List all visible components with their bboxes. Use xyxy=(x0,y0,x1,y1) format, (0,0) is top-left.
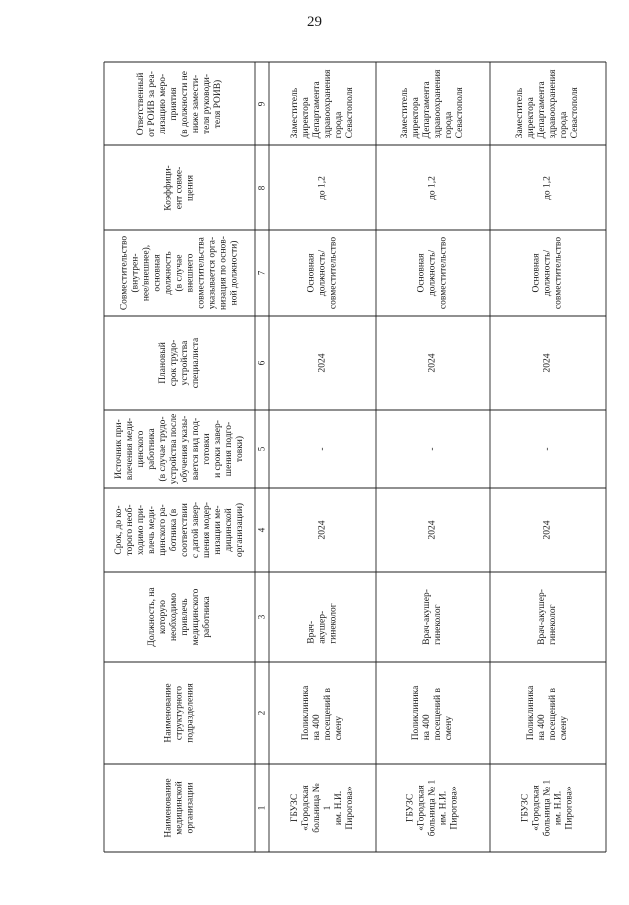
header-cell-3-text: Должность, на которую необходимо привлечь медицинского работника xyxy=(146,587,212,647)
header-cell-7 xyxy=(104,230,255,316)
row-1-cell-2-text: Поликлиника на 400 посещений в смену xyxy=(300,685,344,741)
header-cell-2 xyxy=(104,662,255,764)
row-3-cell-9-text: Заместитель директора Департамента здравоохранения города Севастополя xyxy=(515,69,580,138)
header-cell-8 xyxy=(104,145,255,230)
header-cell-6 xyxy=(104,316,255,410)
row-3-cell-6 xyxy=(490,316,606,410)
row-2-cell-9-text: Заместитель директора Департамента здравоохранения города Севастополя xyxy=(400,69,465,138)
row-1-cell-1-text: ГБУЗС «Городская больница № 1 им. Н.И. Пирогова» xyxy=(289,783,355,833)
column-number-5 xyxy=(255,410,269,488)
column-number-5-text: 5 xyxy=(256,446,267,452)
row-2-cell-1-text: ГБУЗС «Городская больница № 1 им. Н.И. Пирогова» xyxy=(405,779,460,837)
column-number-4-text: 4 xyxy=(256,527,267,533)
row-2-cell-6 xyxy=(376,316,490,410)
header-cell-5 xyxy=(104,410,255,488)
row-3-cell-6-text: 2024 xyxy=(542,353,553,373)
header-cell-3 xyxy=(104,572,255,662)
column-number-8 xyxy=(255,145,269,230)
column-number-9 xyxy=(255,62,269,145)
row-3-cell-5-text: - xyxy=(542,447,553,451)
row-2-cell-1 xyxy=(376,764,490,852)
row-2-cell-4 xyxy=(376,488,490,572)
header-cell-5-text: Источник при- влечения меди- цинского работника (в случае трудо- устройства после обучения указы- вается вид под- готовки и сроки завер- шения подго- товки) xyxy=(113,413,245,485)
row-2-cell-4-text: 2024 xyxy=(427,520,438,540)
header-cell-2-text: Наименование структурного подразделения xyxy=(163,683,195,743)
row-1-cell-6-text: 2024 xyxy=(317,353,327,373)
row-1-cell-8 xyxy=(269,145,376,230)
column-number-1 xyxy=(255,764,269,852)
header-cell-4 xyxy=(104,488,255,572)
column-number-2-text: 2 xyxy=(256,710,267,716)
row-1-cell-9 xyxy=(269,62,376,145)
row-1-cell-3-text: Врач-акушер- гинеколог xyxy=(306,603,338,644)
page-number: 29 xyxy=(307,14,322,30)
column-number-3 xyxy=(255,572,269,662)
row-2-cell-8-text: до 1,2 xyxy=(427,175,438,200)
column-number-6 xyxy=(255,316,269,410)
row-3-cell-7-text: Основная должность/ совместительство xyxy=(531,236,564,310)
column-number-7-text: 7 xyxy=(256,270,267,276)
row-3-cell-3 xyxy=(490,572,606,662)
header-cell-7-text: Совместительство (внутрен- нее/внешнее), основная должность (в случае внешнего совместительства указывается орга- низация по основ- ной должности) xyxy=(119,235,239,311)
column-number-7 xyxy=(255,230,269,316)
column-number-8-text: 8 xyxy=(256,185,267,190)
row-2-cell-2 xyxy=(376,662,490,764)
row-2-cell-7-text: Основная должность/ совместительство xyxy=(416,236,449,310)
row-3-cell-1 xyxy=(490,764,606,852)
column-number-9-text: 9 xyxy=(256,101,267,106)
header-cell-6-text: Плановый срок трудо- устройства специалиста xyxy=(157,337,201,389)
column-number-1-text: 1 xyxy=(256,805,267,811)
column-number-4 xyxy=(255,488,269,572)
row-1-cell-2 xyxy=(269,662,376,764)
row-3-cell-3-text: Врач-акушер- гинеколог xyxy=(537,589,558,645)
row-3-cell-7 xyxy=(490,230,606,316)
row-3-cell-5 xyxy=(490,410,606,488)
row-2-cell-2-text: Поликлиника на 400 посещений в смену xyxy=(411,685,454,741)
column-number-6-text: 6 xyxy=(256,360,267,366)
row-2-cell-5 xyxy=(376,410,490,488)
header-cell-4-text: Срок, до ко- торого необ- ходимо при- влечь меди- цинского ра- ботника (в соответствии с датой завер- шения модер- низации ме- дицинской организации) xyxy=(113,501,245,559)
row-3-cell-8-text: до 1,2 xyxy=(542,175,553,200)
row-2-cell-3 xyxy=(376,572,490,662)
row-3-cell-4 xyxy=(490,488,606,572)
row-1-cell-9-text: Заместитель директора Департамента здравоохранения города Севастополя xyxy=(289,69,355,138)
row-3-cell-1-text: ГБУЗС «Городская больница № 1 им. Н.И. Пирогова» xyxy=(520,779,575,837)
header-cell-9 xyxy=(104,62,255,145)
row-1-cell-5 xyxy=(269,410,376,488)
row-3-cell-4-text: 2024 xyxy=(542,520,553,540)
header-cell-1 xyxy=(104,764,255,852)
row-2-cell-3-text: Врач-акушер- гинеколог xyxy=(422,589,443,645)
row-1-cell-8-text: до 1,2 xyxy=(317,175,327,200)
row-1-cell-7-text: Основная должность/ совместительство xyxy=(306,236,338,310)
row-3-cell-2-text: Поликлиника на 400 посещений в смену xyxy=(526,685,569,741)
row-1-cell-4 xyxy=(269,488,376,572)
row-2-cell-5-text: - xyxy=(427,447,438,451)
row-1-cell-1 xyxy=(269,764,376,852)
row-2-cell-8 xyxy=(376,145,490,230)
row-1-cell-7 xyxy=(269,230,376,316)
row-3-cell-9 xyxy=(490,62,606,145)
row-3-cell-2 xyxy=(490,662,606,764)
row-2-cell-7 xyxy=(376,230,490,316)
row-2-cell-6-text: 2024 xyxy=(427,353,438,373)
row-1-cell-3 xyxy=(269,572,376,662)
row-3-cell-8 xyxy=(490,145,606,230)
header-cell-8-text: Коэффици- ент совме- щения xyxy=(163,164,195,211)
row-1-cell-5-text: - xyxy=(317,447,327,451)
row-1-cell-6 xyxy=(269,316,376,410)
column-number-3-text: 3 xyxy=(256,614,267,620)
header-cell-1-text: Наименование медицинской организации xyxy=(163,778,195,838)
header-cell-9-text: Ответственный от РОИВ за реа- лизацию меро- приятия (в должности не ниже замести- теля руководи- теля РОИВ) xyxy=(135,70,223,137)
row-1-cell-4-text: 2024 xyxy=(317,520,327,540)
column-number-2 xyxy=(255,662,269,764)
row-2-cell-9 xyxy=(376,62,490,145)
